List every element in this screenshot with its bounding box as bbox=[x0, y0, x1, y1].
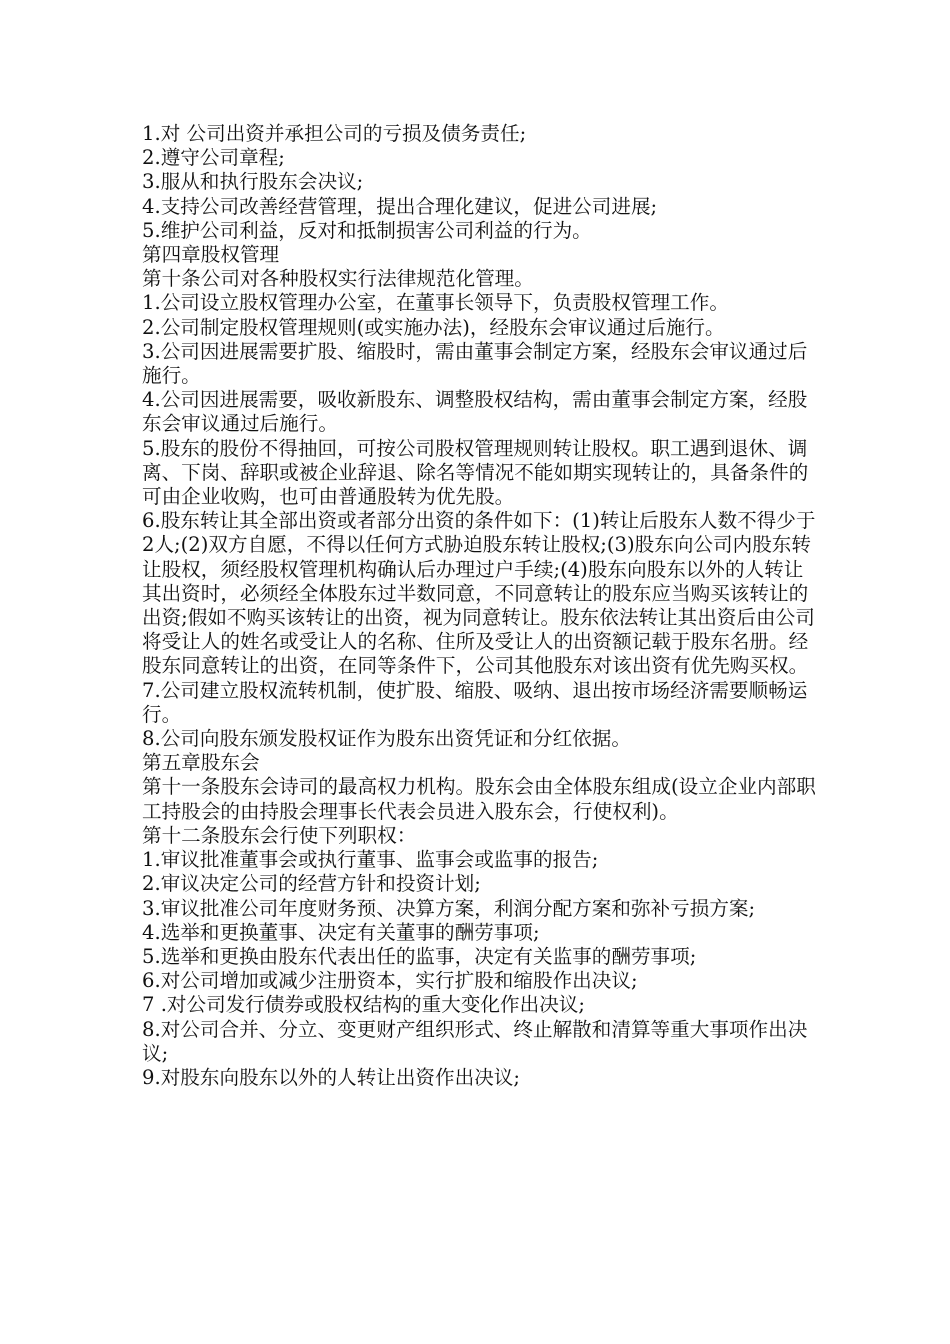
paragraph: 2.公司制定股权管理规则(或实施办法)，经股东会审议通过后施行。 bbox=[142, 315, 725, 339]
paragraph: 8.对公司合并、分立、变更财产组织形式、终止解散和清算等重大事项作出决议; bbox=[142, 1017, 808, 1065]
chapter-heading: 第五章股东会 bbox=[142, 751, 260, 775]
article-heading: 第十条公司对各种股权实行法律规范化管理。 bbox=[142, 267, 534, 291]
paragraph: 2.遵守公司章程; bbox=[142, 146, 285, 170]
paragraph: 7 .对公司发行债券或股权结构的重大变化作出决议; bbox=[142, 993, 585, 1017]
paragraph: 1.公司设立股权管理办公室，在董事长领导下，负责股权管理工作。 bbox=[142, 291, 729, 315]
paragraph: 8.公司向股东颁发股权证作为股东出资凭证和分红依据。 bbox=[142, 727, 631, 751]
paragraph: 5.选举和更换由股东代表出任的监事，决定有关监事的酬劳事项; bbox=[142, 944, 697, 968]
paragraph: 1.审议批准董事会或执行董事、监事会或监事的报告; bbox=[142, 848, 599, 872]
paragraph: 5.维护公司利益，反对和抵制损害公司利益的行为。 bbox=[142, 218, 592, 242]
paragraph: 5.股东的股份不得抽回，可按公司股权管理规则转让股权。职工遇到退休、调离、下岗、辞职或被企业辞退、除名等情况不能如期实现转让的，具备条件的可由企业收购，也可由普通股转为优先股。 bbox=[142, 436, 809, 509]
paragraph: 6.对公司增加或减少注册资本，实行扩股和缩股作出决议; bbox=[142, 969, 638, 993]
paragraph: 2.审议决定公司的经营方针和投资计划; bbox=[142, 872, 481, 896]
paragraph: 1.对 公司出资并承担公司的亏损及债务责任; bbox=[142, 122, 527, 145]
paragraph: 4.公司因进展需要，吸收新股东、调整股权结构，需由董事会制定方案，经股东会审议通过后施行。 bbox=[142, 388, 808, 436]
paragraph: 3.服从和执行股东会决议; bbox=[142, 170, 364, 194]
chapter-heading: 第四章股权管理 bbox=[142, 243, 280, 267]
document-body bbox=[142, 122, 822, 1090]
paragraph: 4.选举和更换董事、决定有关董事的酬劳事项; bbox=[142, 920, 540, 944]
paragraph: 7.公司建立股权流转机制，使扩股、缩股、吸纳、退出按市场经济需要顺畅运行。 bbox=[142, 678, 808, 726]
article-paragraph: 第十一条股东会诗司的最高权力机构。股东会由全体股东组成(设立企业内部职工持股会的由持股会理事长代表会员进入股东会，行使权利)。 bbox=[142, 775, 816, 823]
paragraph: 6.股东转让其全部出资或者部分出资的条件如下：(1)转让后股东人数不得少于2人;(2)双方自愿，不得以任何方式胁迫股东转让股权;(3)股东向公司内股东转让股权，须经股权管理机构确认后办理过户手续;(4)股东向股东以外的人转让其出资时，必须经全体股东过半数同意，不同意转让的股东应当购买该转让的出资;假如不购买该转让的出资，视为同意转让。股东依法转让其出资后由公司将受让人的姓名或受让人的名称、住所及受让人的出资额记载于股东名册。经股东同意转让的出资，在同等条件下，公司其他股东对该出资有优先购买权。 bbox=[142, 509, 816, 678]
paragraph: 3.审议批准公司年度财务预、决算方案，利润分配方案和弥补亏损方案; bbox=[142, 896, 756, 920]
paragraph: 9.对股东向股东以外的人转让出资作出决议; bbox=[142, 1065, 520, 1089]
article-heading: 第十二条股东会行使下列职权： bbox=[142, 823, 417, 847]
paragraph: 3.公司因进展需要扩股、缩股时，需由董事会制定方案，经股东会审议通过后施行。 bbox=[142, 339, 808, 388]
paragraph: 4.支持公司改善经营管理，提出合理化建议，促进公司进展; bbox=[142, 194, 658, 218]
